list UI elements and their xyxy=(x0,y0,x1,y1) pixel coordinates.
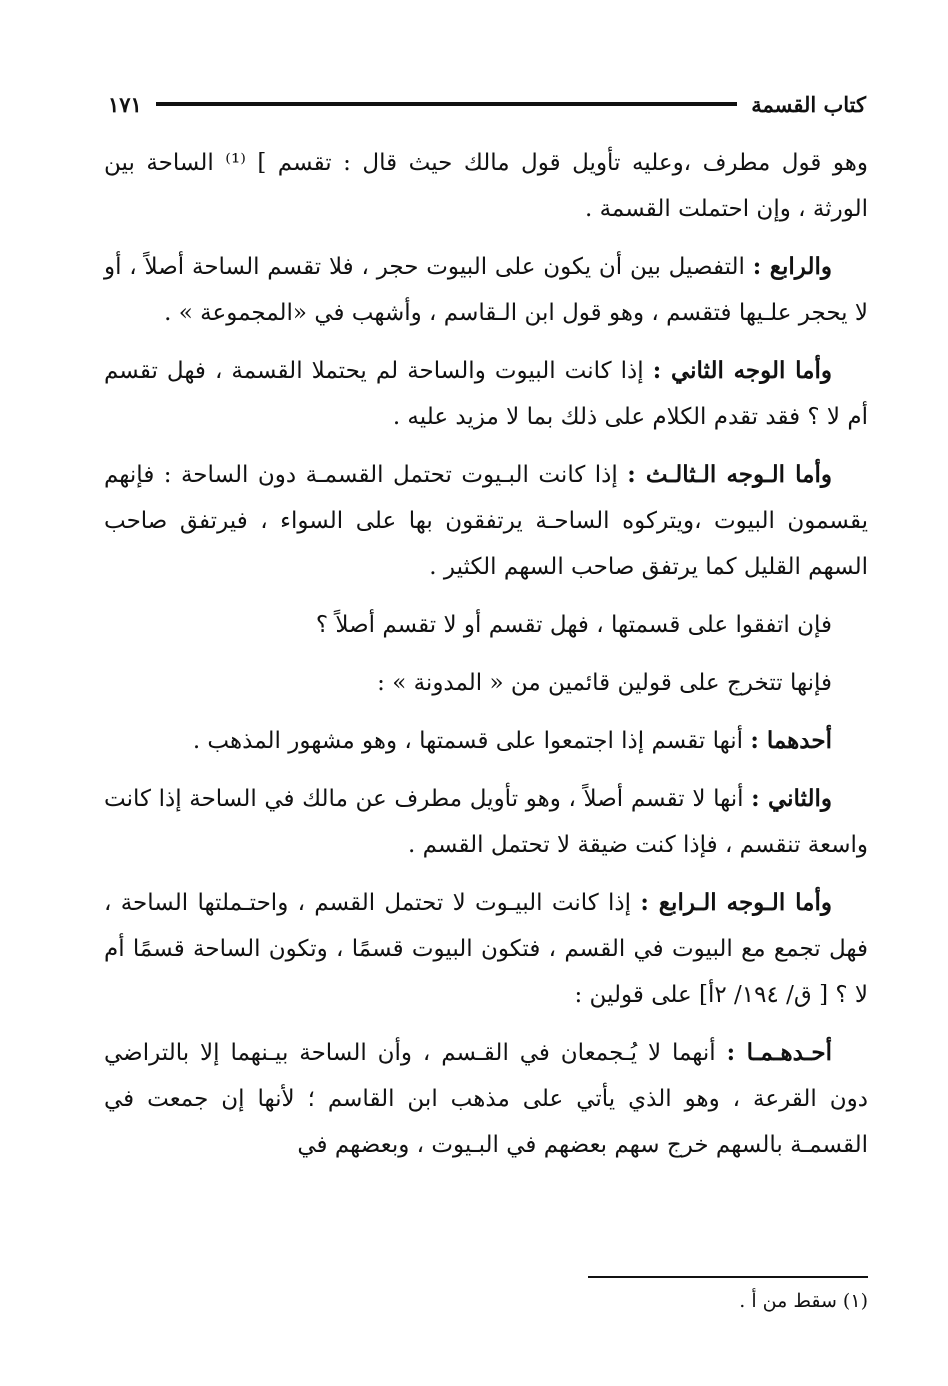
paragraph: وأما الوجه الثاني : إذا كانت البيوت والساحة لم يحتملا القسمة ، فهل تقسم أم لا ؟ فقد تقدم الكلام على ذلك بما لا مزيد عليه . xyxy=(104,357,868,430)
page-header xyxy=(108,84,866,124)
paragraph: وأما الـوجه الـثالـث : إذا كانت البـيوت تحتمل القسمـة دون الساحة : فإنهم يقسمون البيوت ،ويتركوه الساحـة يرتفقون بها على السواء ، فيرتفق صاحب السهم القليل كما يرتفق صاحب السهم الكثير . xyxy=(104,461,868,580)
paragraph: والثاني : أنها لا تقسم أصلاً ، وهو تأويل مطرف عن مالك في الساحة إذا كانت واسعة تنقسم ، فإذا كنت ضيقة لا تحتمل القسم . xyxy=(104,785,868,858)
footnote: (١) سقط من أ . xyxy=(739,1290,868,1312)
paragraph: فإنها تتخرج على قولين قائمين من « المدونة » : xyxy=(377,670,832,696)
paragraph: والرابع : التفصيل بين أن يكون على البيوت حجر ، فلا تقسم الساحة أصلاً ، أو لا يحجر علـيها فتقسم ، وهو قول ابن الـقاسم ، وأشهب في «المجموعة » . xyxy=(104,253,868,326)
main-text xyxy=(104,140,868,1180)
footnote-rule xyxy=(588,1276,868,1278)
paragraph: أحدهما : أنها تقسم إذا اجتمعوا على قسمتها ، وهو مشهور المذهب . xyxy=(192,727,832,754)
header-rule xyxy=(156,102,737,106)
paragraph: أحـدهـمـا : أنهما لا يُـجمعان في القـسم ، وأن الساحة بيـنهما إلا بالتراضي دون القرعة ، وهو الذي يأتي على مذهب ابن القاسم ؛ لأنها إن جمعت في القسمـة بالسهم خرج سهم بعضهم في البـيوت ، وبعضهم في xyxy=(104,1039,868,1158)
paragraph: فإن اتفقوا على قسمتها ، فهل تقسم أو لا تقسم أصلاً ؟ xyxy=(315,612,832,638)
paragraph: وأما الـوجه الـرابع : إذا كانت البيـوت لا تحتمل القسم ، واحتـملتها الساحة ، فهل تجمع مع البيوت في القسم ، فتكون البيوت قسمًا ، وتكون الساحة قسمًا أم لا ؟ [ ق/ ١٩٤/ ٢أ] على قولين : xyxy=(104,889,868,1008)
page-number: ١٧١ xyxy=(108,91,142,117)
book-title: كتاب القسمة xyxy=(751,91,866,117)
paragraph: وهو قول مطرف ،وعليه تأويل قول مالك حيث قال : تقسم ] ⁽¹⁾ الساحة بين الورثة ، وإن احتملت القسمة . xyxy=(104,150,869,222)
